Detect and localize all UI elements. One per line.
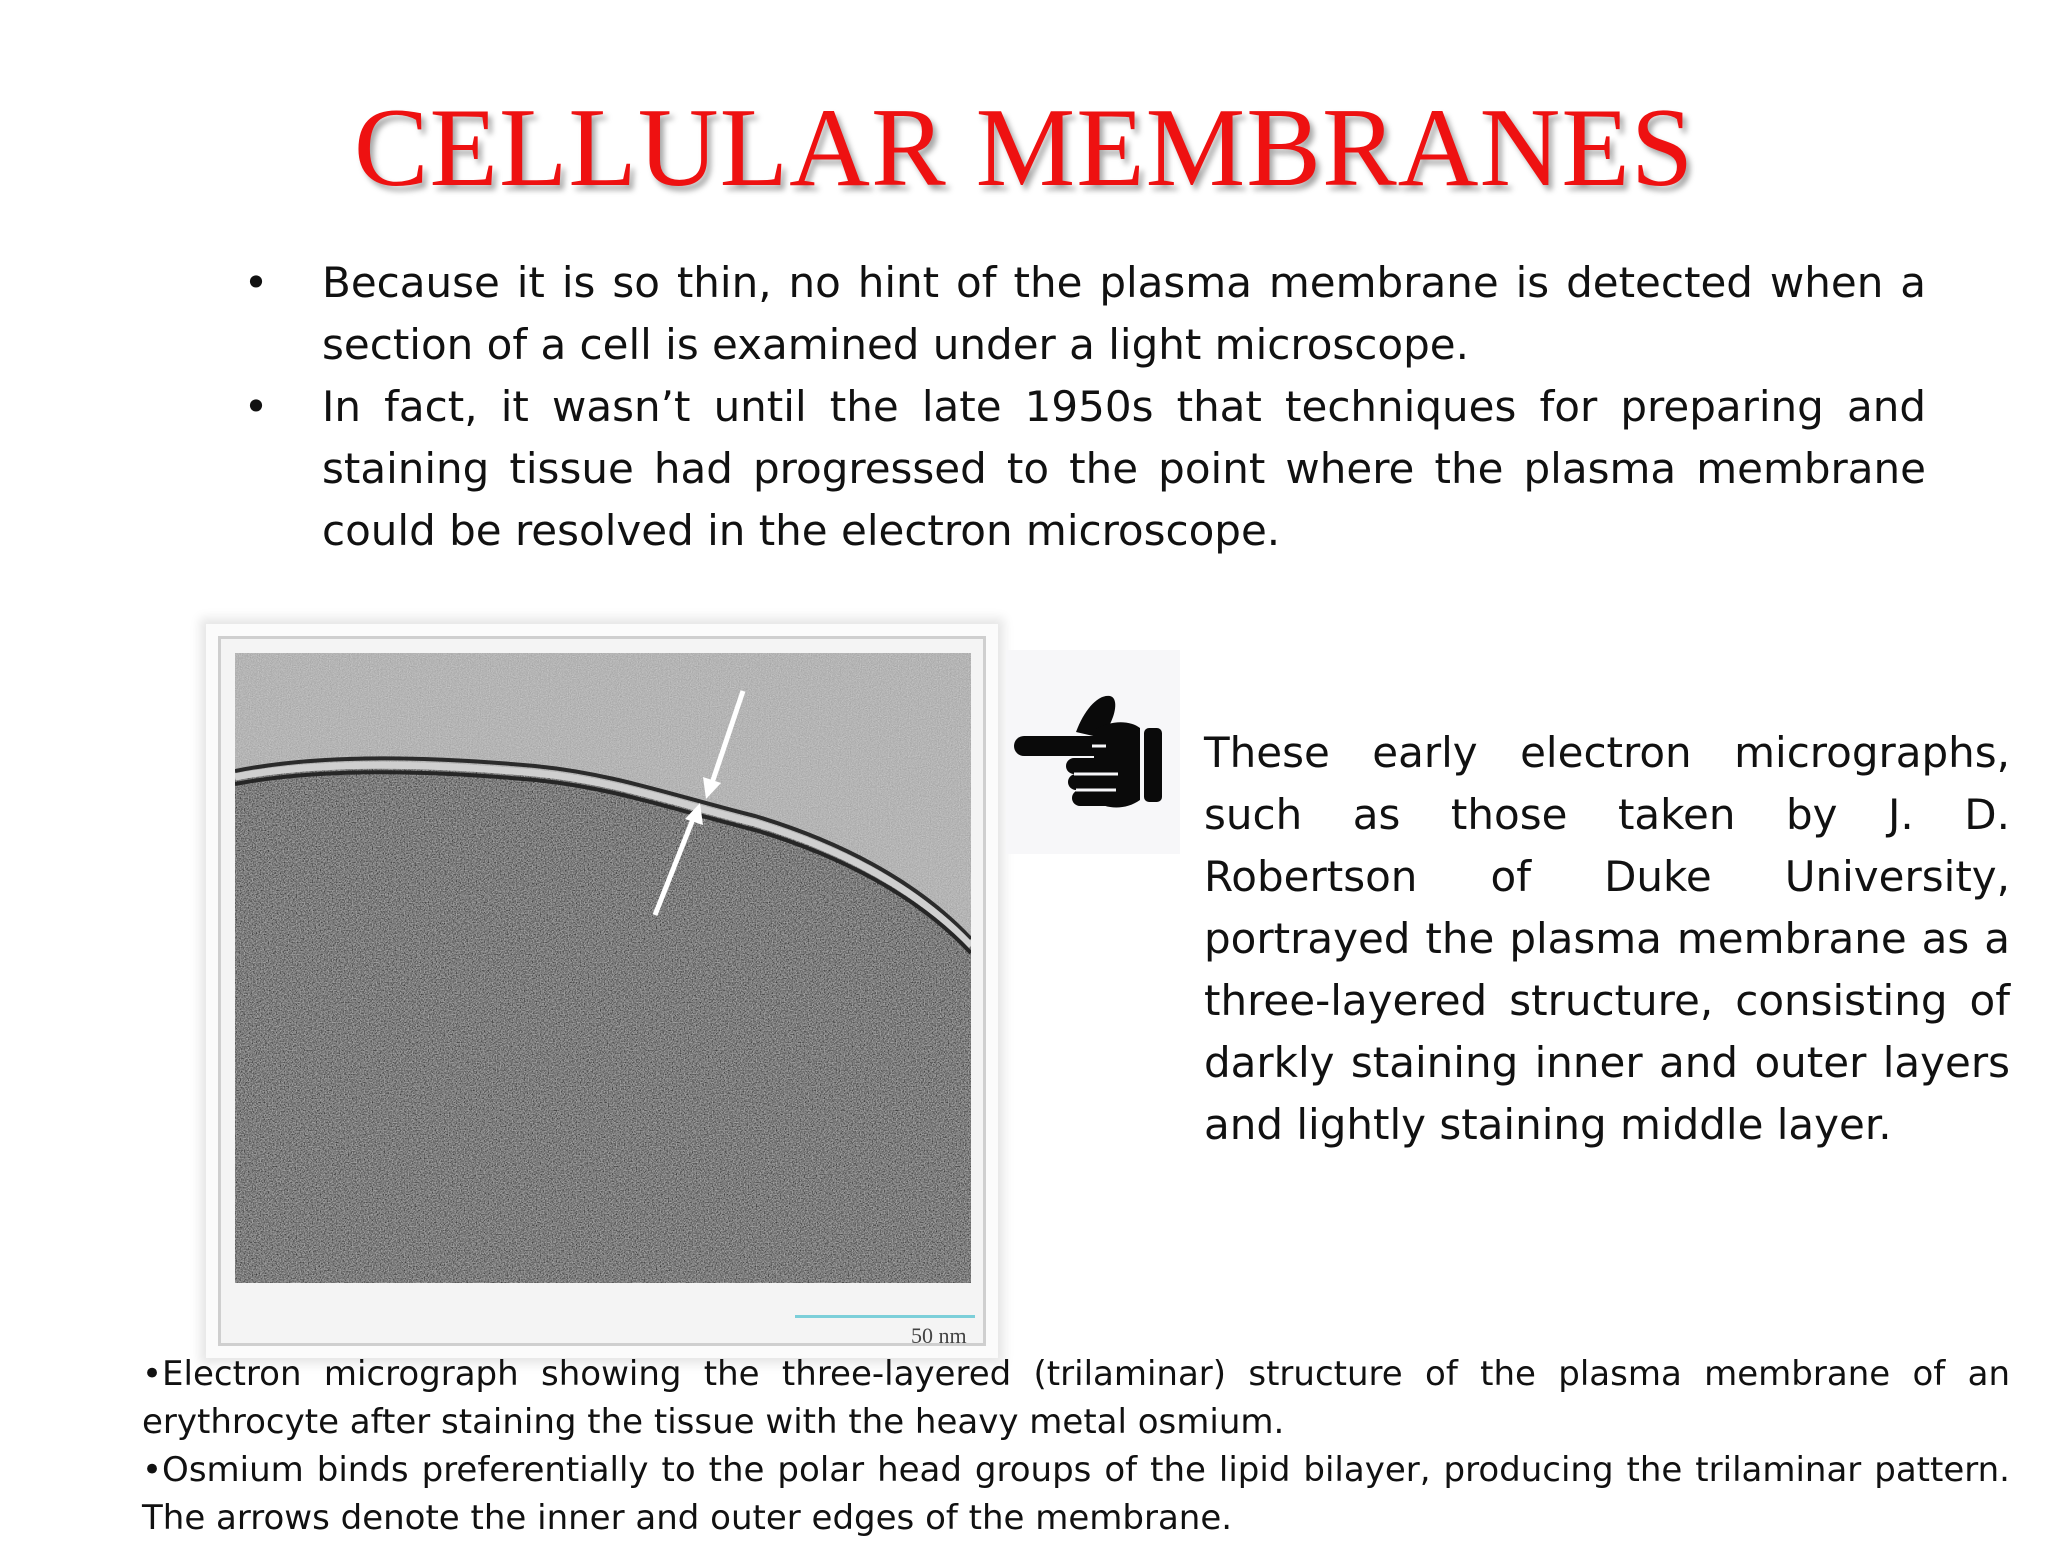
bullet-text: Because it is so thin, no hint of the plasma membrane is detected when a section of a cell is examined under a light microscope.	[322, 258, 1926, 369]
bullet-marker: •	[243, 258, 269, 307]
bullet-text: In fact, it wasn’t until the late 1950s that techniques for preparing and staining tissue had progressed to the point where the plasma membrane could be resolved in the electron microscope.	[322, 382, 1926, 555]
caption-line: •Electron micrograph showing the three-layered (trilaminar) structure of the plasma membrane of an erythrocyte after staining the tissue with the heavy metal osmium.	[142, 1354, 2010, 1442]
scale-bar-label: 50 nm	[911, 1323, 967, 1348]
pointing-hand-icon	[1006, 650, 1180, 854]
caption-line: •Osmium binds preferentially to the polar head groups of the lipid bilayer, producing the trilaminar pattern. The arrows denote the inner and outer edges of the membrane.	[142, 1450, 2010, 1538]
bullet-item	[236, 376, 1926, 562]
bullet-marker: •	[243, 382, 269, 431]
figure-caption	[142, 1350, 2010, 1542]
micrograph-frame	[206, 624, 998, 1358]
electron-micrograph-image	[235, 653, 971, 1283]
micrograph-panel	[218, 636, 986, 1346]
slide-title: CELLULAR MEMBRANES	[353, 86, 1695, 210]
description-text: These early electron micrographs, such as those taken by J. D. Robertson of Duke University, portrayed the plasma membrane as a three-layered structure, consisting of darkly staining inner and outer layers and lightly staining middle layer.	[1204, 728, 2010, 1149]
bullet-list	[236, 252, 1926, 562]
scale-bar	[795, 1315, 975, 1318]
bullet-item	[236, 252, 1926, 376]
pointer-panel	[1006, 650, 1180, 854]
